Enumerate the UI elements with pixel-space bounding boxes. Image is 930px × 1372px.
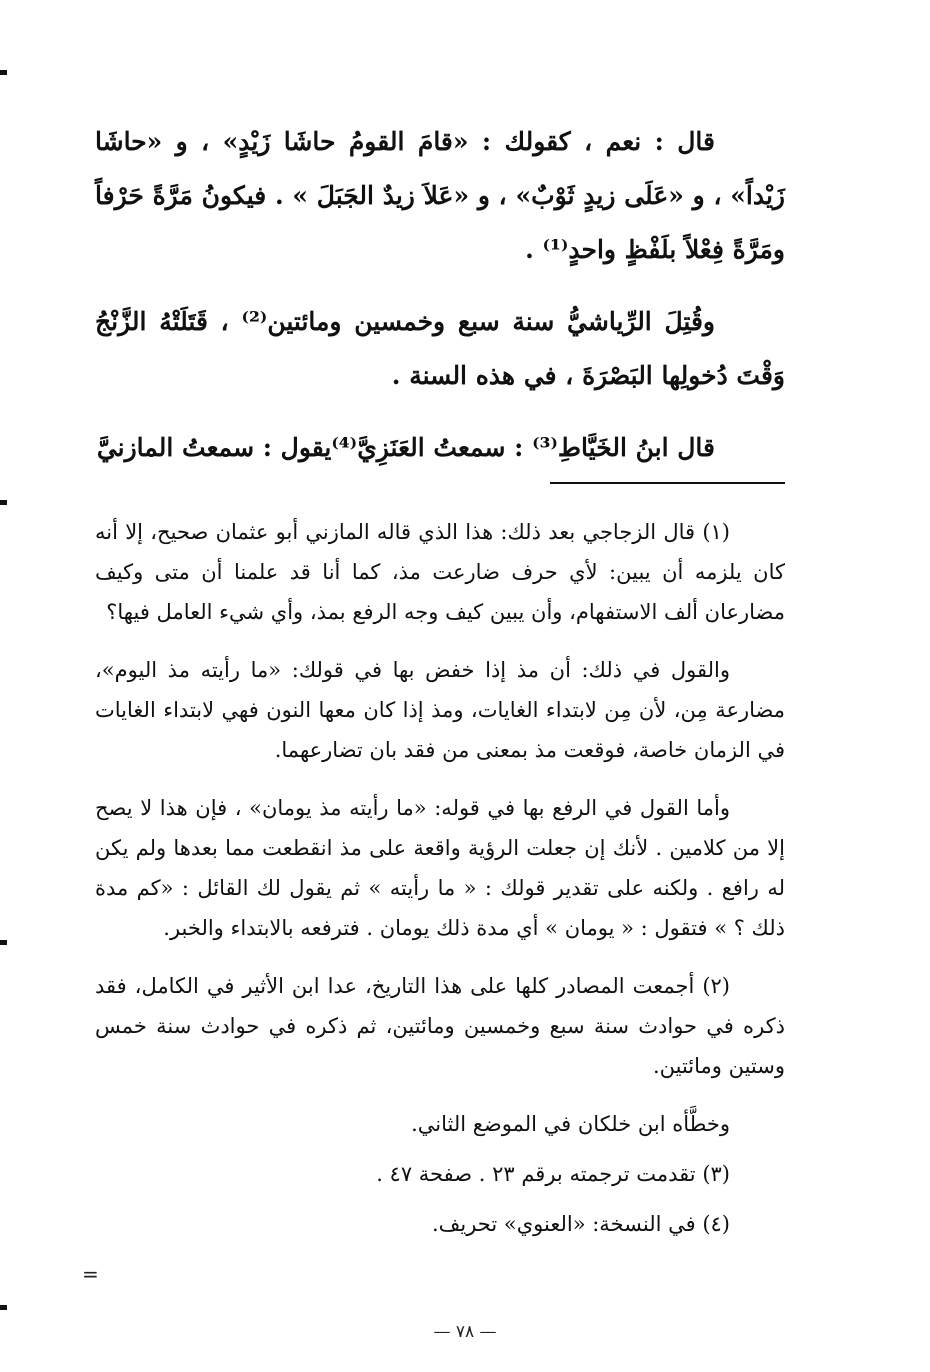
footnotes (95, 512, 785, 1254)
margin-mark: = (82, 1262, 99, 1286)
footnote-3: (٣) تقدمت ترجمته برقم ٢٣ . صفحة ٤٧ . (376, 1162, 730, 1186)
footnote-4: (٤) في النسخة: «العنوي» تحريف. (431, 1212, 730, 1236)
footnote-2: (٢) أجمعت المصادر كلها على هذا التاريخ، عدا ابن الأثير في الكامل، فقد ذكره في حوادث سنة سبع وخمسين ومائتين، ثم ذكره في حوادث سنة خمس وستين ومائتين. (95, 974, 785, 1078)
footnote-1: (١) قال الزجاجي بعد ذلك: هذا الذي قاله المازني أبو عثمان صحيح، إلا أنه كان يلزمه أن يبين: لأي حرف ضارعت مذ، كما أنا قد علمنا أن متى وكيف مضارعان ألف الاستفهام، وأن يبين كيف وجه الرفع بمذ، وأي شيء العامل فيها؟ (95, 520, 785, 624)
page-number: — ٧٨ — (433, 1322, 497, 1342)
main-text (95, 115, 785, 493)
main-paragraph: قال : نعم ، كقولك : «قامَ القومُ حاشَا زَيْدٍ» ، و «حاشَا زَيْداً» ، و «عَلَى زيدٍ ثَوْبٌ» ، و «عَلاَ زيدٌ الجَبَلَ » . فيكونُ مَرَّةً حَرْفاً ومَرَّةً فِعْلاً بلَفْظٍ واحدٍ⁽¹⁾ . (95, 127, 785, 264)
main-paragraph: قال ابنُ الخَيَّاطِ⁽³⁾ : سمعتُ العَنَزِيَّ⁽⁴⁾يقول : سمعتُ المازنيَّ (96, 433, 715, 462)
footnote-separator (550, 482, 785, 484)
scan-edge-mark (0, 1305, 7, 1310)
scan-edge-mark (0, 500, 7, 505)
main-paragraph: وقُتِلَ الرِّياشيُّ سنة سبع وخمسين ومائتين⁽²⁾ ، قَتَلَتْهُ الزَّنْجُ وَقْتَ دُخولِها البَصْرَةَ ، في هذه السنة . (95, 307, 785, 390)
footnote-1-continued: وأما القول في الرفع بها في قوله: «ما رأيته مذ يومان» ، فإن هذا لا يصح إلا من كلامين . لأنك إن جعلت الرؤية واقعة على مذ انقطعت مما بعدها ولم يكن له رافع . ولكنه على تقدير قولك : « ما رأيته » ثم يقول لك القائل : «كم مدة ذلك ؟ » فتقول : « يومان » أي مدة ذلك يومان . فترفعه بالابتداء والخبر. (95, 796, 785, 940)
scan-edge-mark (0, 70, 7, 75)
scan-edge-mark (0, 940, 7, 945)
footnote-1-continued: والقول في ذلك: أن مذ إذا خفض بها في قولك: «ما رأيته مذ اليوم»، مضارعة مِن، لأن مِن لابتداء الغايات، ومذ إذا كان معها النون فهي لابتداء الغايات في الزمان خاصة، فوقعت مذ بمعنى من فقد بان تضارعهما. (95, 658, 785, 762)
footnote-2-continued: وخطَّأه ابن خلكان في الموضع الثاني. (411, 1112, 730, 1136)
